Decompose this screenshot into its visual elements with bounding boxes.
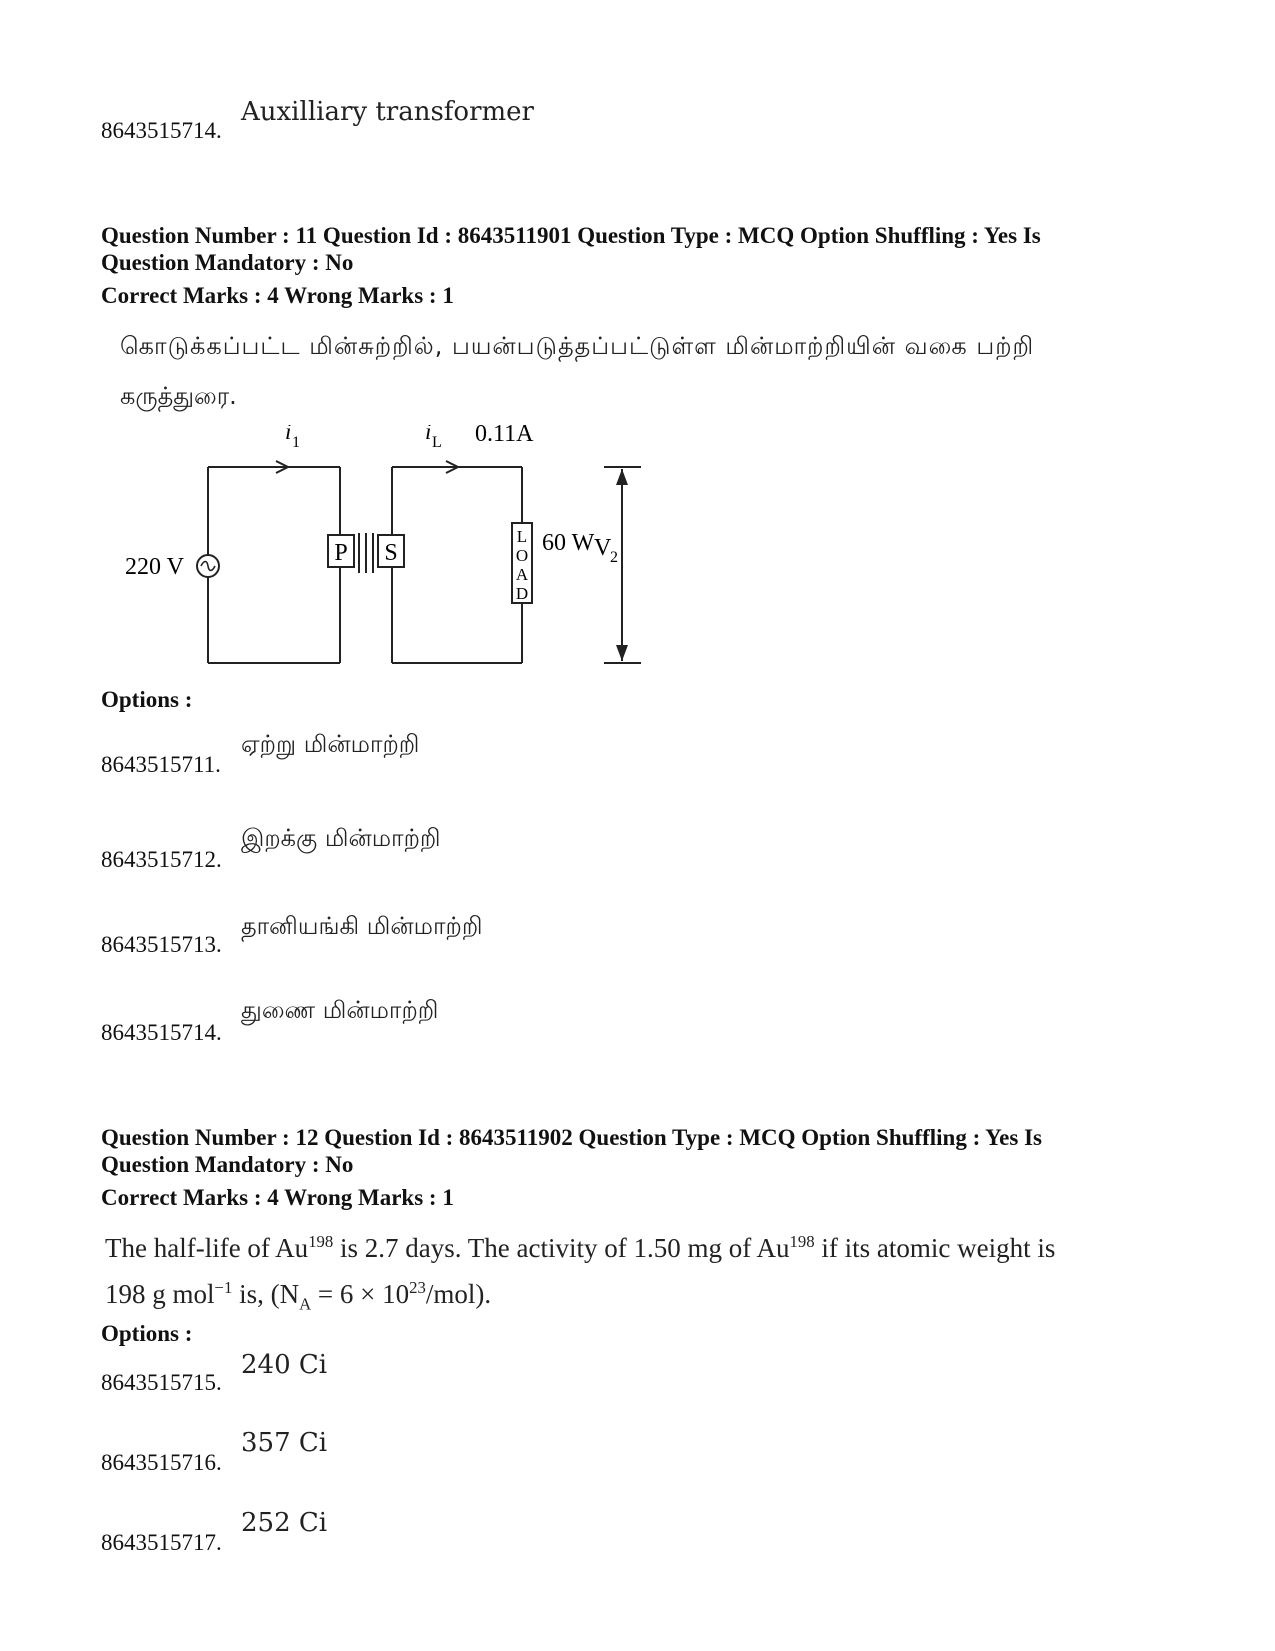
- current-value: 0.11A: [475, 425, 534, 447]
- load-letter: A: [515, 565, 529, 584]
- option-text: துணை மின்மாற்றி: [241, 996, 439, 1024]
- question-12-text: [105, 1222, 1185, 1324]
- question-12-header: [101, 1124, 1201, 1178]
- primary-label: P: [334, 540, 348, 566]
- question-11-text-line-2: கருத்துரை.: [120, 382, 237, 410]
- i1-subscript: 1: [292, 434, 300, 451]
- option-text: Auxilliary transformer: [241, 97, 534, 127]
- option-id: 8643515717.: [101, 1530, 222, 1555]
- option-id: 8643515711.: [101, 752, 221, 777]
- option-id: 8643515713.: [101, 932, 222, 957]
- header-line-2: Question Mandatory : No: [101, 250, 354, 275]
- option-text: 240 Ci: [241, 1350, 328, 1380]
- il-label: i: [425, 425, 432, 444]
- secondary-label: S: [384, 540, 398, 566]
- option-id: 8643515716.: [101, 1450, 222, 1475]
- source-voltage: 220 V: [125, 554, 184, 580]
- load-letter: L: [516, 527, 528, 546]
- question-11-marks: Correct Marks : 4 Wrong Marks : 1: [101, 283, 454, 308]
- load-letter: D: [515, 584, 529, 603]
- question-12-text-line-2: 198 g mol$^{-1}$ is, $(N_A = 6 \times 10^{23}/mol)$.: [105, 1278, 492, 1314]
- option-text: 357 Ci: [241, 1428, 328, 1458]
- options-label: Options :: [101, 687, 193, 712]
- option-text: இறக்கு மின்மாற்றி: [241, 824, 441, 852]
- v2-label: V: [594, 535, 612, 561]
- load-letter: O: [515, 546, 529, 565]
- il-subscript: L: [432, 434, 442, 451]
- option-id: 8643515714.: [101, 118, 222, 143]
- v2-subscript: 2: [610, 549, 618, 566]
- options-label: Options :: [101, 1321, 193, 1346]
- option-text: 252 Ci: [241, 1508, 328, 1538]
- option-id: 8643515714.: [101, 1020, 222, 1045]
- question-11-header: [101, 222, 1201, 276]
- option-id: 8643515715.: [101, 1370, 222, 1395]
- header-line-1: Question Number : 11 Question Id : 8643511901 Question Type : MCQ Option Shuffling : Yes Is: [101, 223, 1041, 248]
- question-11-text-line-1: கொடுக்கப்பட்ட மின்சுற்றில், பயன்படுத்தப்பட்டுள்ள மின்மாற்றியின் வகை பற்றி: [120, 332, 1035, 360]
- transformer-circuit-diagram: [110, 425, 670, 670]
- option-id: 8643515712.: [101, 847, 222, 872]
- option-text: ஏற்று மின்மாற்றி: [241, 730, 420, 758]
- question-12-marks: Correct Marks : 4 Wrong Marks : 1: [101, 1185, 454, 1210]
- question-12-text-line-1: The half-life of Au$^{198}$ is 2.7 days. The activity of 1.50 mg of Au$^{198}$ if its atomic weight is: [105, 1232, 1056, 1263]
- header-line-2: Question Mandatory : No: [101, 1152, 354, 1177]
- i1-label: i: [285, 425, 292, 444]
- header-line-1: Question Number : 12 Question Id : 8643511902 Question Type : MCQ Option Shuffling : Yes Is: [101, 1125, 1042, 1150]
- load-power: 60 W: [542, 530, 595, 556]
- option-text: தானியங்கி மின்மாற்றி: [241, 912, 483, 940]
